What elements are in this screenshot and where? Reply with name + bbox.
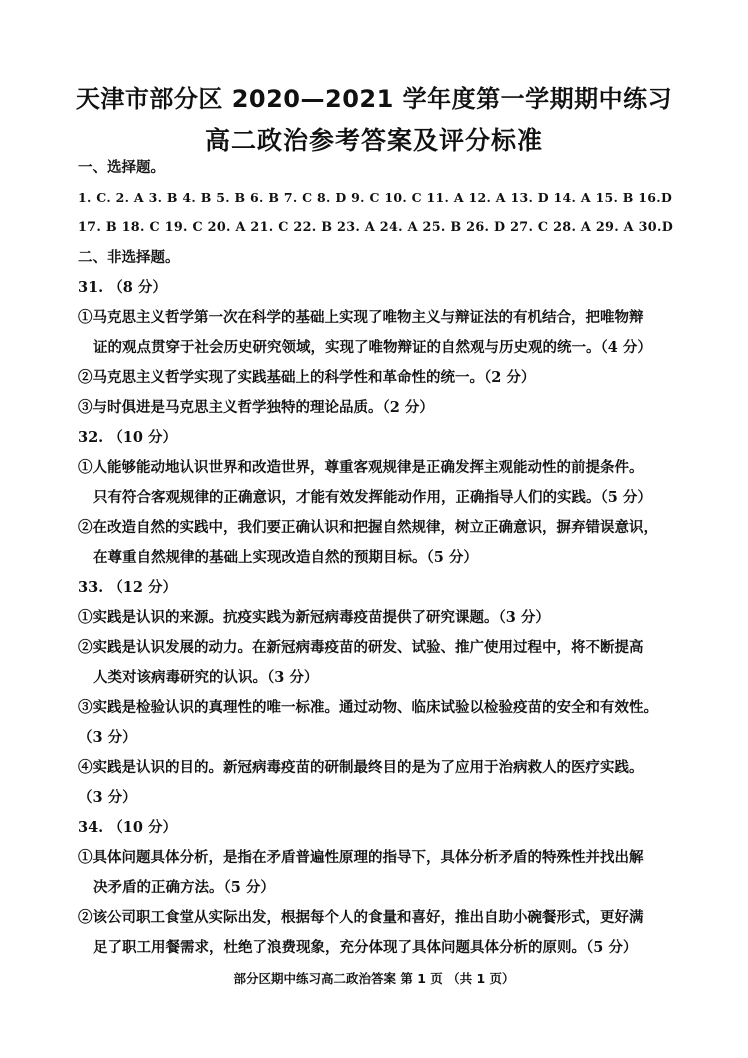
q33-point-3: ③实践是检验认识的真理性的唯一标准。通过动物、临床试验以检验疫苗的安全和有效性。: [78, 699, 658, 716]
section-choice-heading: 一、选择题。: [78, 159, 165, 176]
q34-point-2-cont: 足了职工用餐需求，杜绝了浪费现象，充分体现了具体问题具体分析的原则。（5 分）: [93, 939, 638, 956]
q33-point-2: ②实践是认识发展的动力。在新冠病毒疫苗的研发、试验、推广使用过程中，将不断提高: [78, 639, 644, 656]
q32-point-2-cont: 在尊重自然规律的基础上实现改造自然的预期目标。（5 分）: [93, 549, 478, 566]
q31-point-1: ①马克思主义哲学第一次在科学的基础上实现了唯物主义与辩证法的有机结合，把唯物辩: [78, 309, 644, 326]
q31-point-2: ②马克思主义哲学实现了实践基础上的科学性和革命性的统一。（2 分）: [78, 369, 536, 386]
page-subtitle: 高二政治参考答案及评分标准: [204, 126, 543, 155]
mc-answers-row-2: 17. B 18. C 19. C 20. A 21. C 22. B 23. A 24. A 25. B 26. D 27. C 28. A 29. A 30.D: [78, 220, 674, 235]
q32-point-2: ②在改造自然的实践中，我们要正确认识和把握自然规律，树立正确意识，摒弃错误意识，: [78, 519, 658, 536]
q34-point-2: ②该公司职工食堂从实际出发，根据每个人的食量和喜好，推出自助小碗餐形式，更好满: [78, 909, 644, 926]
q33-point-3-score: （3 分）: [78, 729, 137, 746]
q32-point-1-cont: 只有符合客观规律的正确意识，才能有效发挥能动作用，正确指导人们的实践。（5 分）: [93, 489, 652, 506]
q32-point-1: ①人能够能动地认识世界和改造世界，尊重客观规律是正确发挥主观能动性的前提条件。: [78, 459, 644, 476]
question-34-heading: 34. （10 分）: [78, 819, 178, 836]
q33-point-2-cont: 人类对该病毒研究的认识。（3 分）: [93, 669, 319, 686]
section-nonchoice-heading: 二、非选择题。: [78, 249, 180, 266]
question-33-heading: 33. （12 分）: [78, 579, 178, 596]
question-32-heading: 32. （10 分）: [78, 429, 178, 446]
q31-point-1-cont: 证的观点贯穿于社会历史研究领域，实现了唯物辩证的自然观与历史观的统一。（4 分）: [93, 339, 652, 356]
q33-point-4-score: （3 分）: [78, 789, 137, 806]
q34-point-1: ①具体问题具体分析，是指在矛盾普遍性原理的指导下，具体分析矛盾的特殊性并找出解: [78, 849, 644, 866]
question-31-heading: 31. （8 分）: [78, 279, 167, 296]
page-footer: 部分区期中练习高二政治答案 第 1 页 （共 1 页）: [233, 971, 515, 986]
q34-point-1-cont: 决矛盾的正确方法。（5 分）: [93, 879, 275, 896]
q33-point-1: ①实践是认识的来源。抗疫实践为新冠病毒疫苗提供了研究课题。（3 分）: [78, 609, 550, 626]
q31-point-3: ③与时俱进是马克思主义哲学独特的理论品质。（2 分）: [78, 399, 434, 416]
q33-point-4: ④实践是认识的目的。新冠病毒疫苗的研制最终目的是为了应用于治病救人的医疗实践。: [78, 759, 644, 776]
page-title: 天津市部分区 2020—2021 学年度第一学期期中练习: [75, 85, 673, 113]
mc-answers-row-1: 1. C. 2. A 3. B 4. B 5. B 6. B 7. C 8. D 9. C 10. C 11. A 12. A 13. D 14. A 15. B 16.D: [78, 190, 673, 205]
